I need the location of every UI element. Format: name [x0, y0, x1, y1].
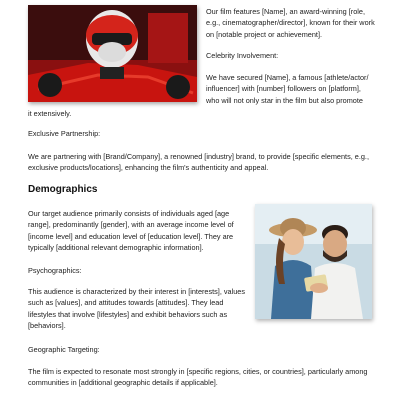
partnership-heading: Exclusive Partnership: [28, 129, 101, 138]
celebrity-heading: Celebrity Involvement: [206, 51, 279, 60]
race-driver-illustration [28, 5, 197, 102]
director-paragraph: Our film features [Name], an award-winning [role, e.g., cinematographer/director], known for their work on [notable project or achievement]. [206, 7, 375, 39]
psychographics-heading: Psychographics: [28, 266, 82, 275]
demographics-title: Demographics [28, 184, 98, 195]
audience-paragraph: Our target audience primarily consists of individuals aged [age range], predominantly [gender], with an average income level of [income level] and education level of [education level]. They are typically [additional relevant demographic information]. [28, 209, 234, 253]
race-driver-photo [28, 5, 197, 102]
geographic-paragraph: The film is expected to resonate most strongly in [specific regions, cities, or countries], particularly among communities in [additional geographic details if applicable]. [28, 367, 368, 388]
couple-illustration [255, 204, 372, 319]
celebrity-paragraph: We have secured [Name], a famous [athlete/actor/ influencer] with [number] followers on [platform], who will not only star in the film but also promote [206, 73, 369, 105]
partnership-paragraph: We are partnering with [Brand/Company], a renowned [industry] brand, to provide [specific elements, e.g., exclusive products/locations], enhancing the film's authenticity and appeal. [28, 152, 369, 173]
geographic-heading: Geographic Targeting: [28, 345, 100, 354]
celebrity-paragraph-continued: it extensively. [28, 109, 72, 118]
couple-photo [255, 204, 372, 319]
psychographics-paragraph: This audience is characterized by their interest in [interests], values such as [values], and attitudes towards [attitudes]. They lead lifestyles that involve [lifestyles] and exhibit behaviors such as [behaviors]. [28, 287, 245, 331]
